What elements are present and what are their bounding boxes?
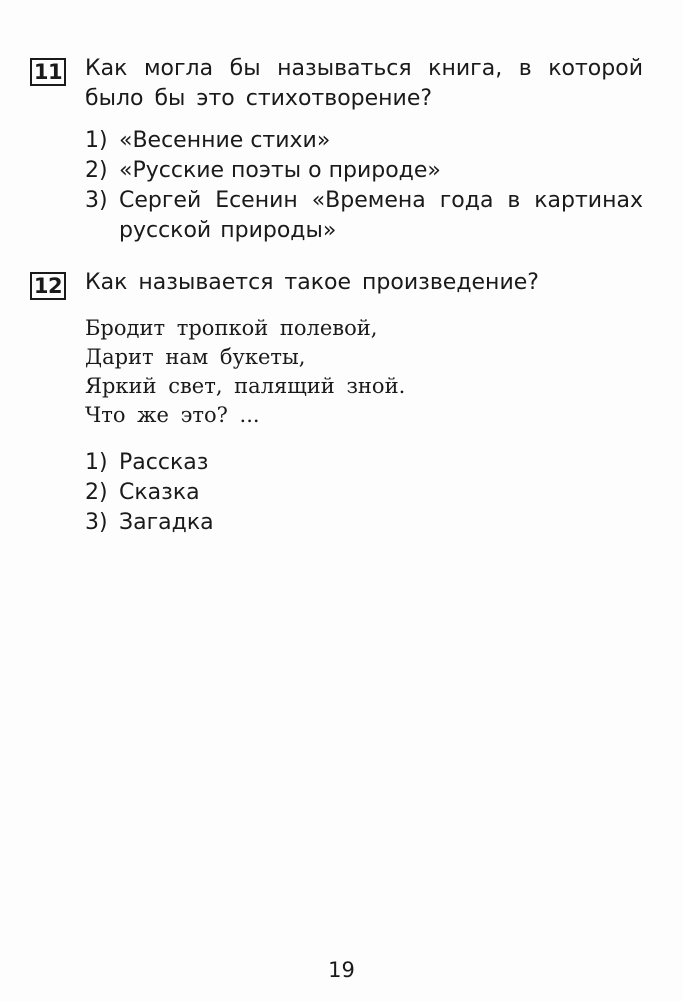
option-number: 2) [85, 158, 108, 183]
option-text: «Русские поэты о природе» [119, 158, 441, 183]
question-text: Как могла бы называться книга, в которой было бы это стихотворение? [85, 56, 643, 111]
riddle-poem [85, 314, 643, 430]
answer-option-1 [85, 126, 643, 156]
option-number: 3) [85, 188, 108, 213]
option-number: 1) [85, 450, 108, 475]
page-number: 19 [328, 958, 355, 982]
task-12 [30, 268, 643, 538]
task-number-box: 12 [30, 272, 66, 300]
task-number-box: 11 [30, 58, 66, 86]
option-text: Загадка [119, 510, 214, 535]
option-text: Сказка [119, 480, 200, 505]
poem-line: Дарит нам букеты, [85, 345, 306, 369]
option-text: «Весенние стихи» [119, 128, 331, 153]
option-number: 2) [85, 480, 108, 505]
option-text: Сергей Есенин «Времена года в картинах русской природы» [119, 188, 643, 243]
poem-line: Бродит тропкой полевой, [85, 316, 378, 340]
option-number: 1) [85, 128, 108, 153]
answer-option-3 [85, 508, 643, 538]
poem-line: Яркий свет, палящий зной. [85, 374, 406, 398]
answer-option-2 [85, 478, 643, 508]
question-text: Как называется такое произведение? [85, 270, 539, 295]
answer-options [85, 448, 643, 538]
task-11 [30, 54, 643, 246]
poem-line: Что же это? ... [85, 403, 260, 427]
answer-options [85, 126, 643, 246]
option-text: Рассказ [119, 450, 209, 475]
answer-option-2 [85, 156, 643, 186]
answer-option-1 [85, 448, 643, 478]
option-number: 3) [85, 510, 108, 535]
answer-option-3 [85, 186, 643, 246]
